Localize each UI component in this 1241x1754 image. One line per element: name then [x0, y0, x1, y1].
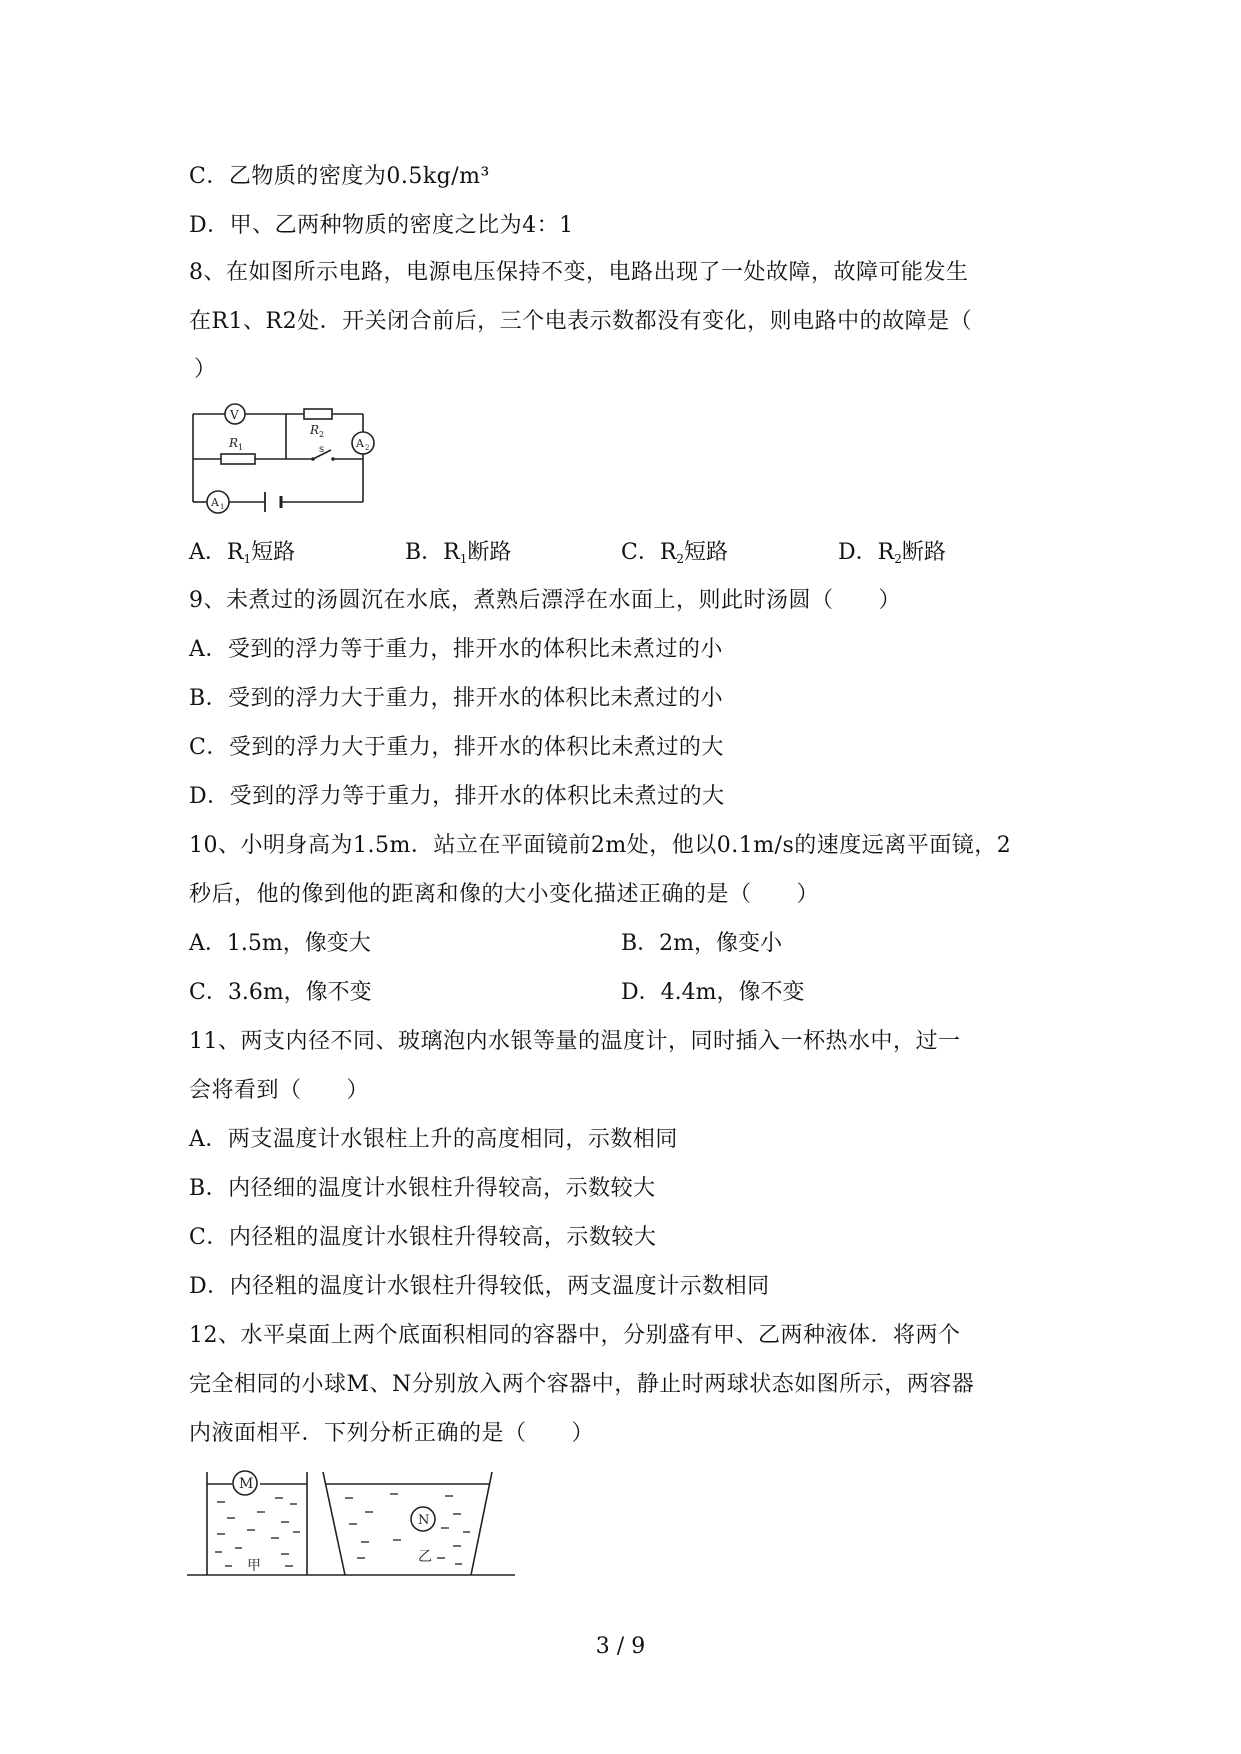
- r1-sub: 1: [238, 443, 244, 452]
- a1-label: A: [211, 496, 219, 509]
- q8-option-d: D．$R_2$断路: [838, 540, 946, 566]
- q9-option-a: A．受到的浮力等于重力，排开水的体积比未煮过的小: [189, 637, 723, 662]
- q11-option-a: A．两支温度计水银柱上升的高度相同，示数相同: [189, 1127, 678, 1152]
- q11-option-b: B．内径细的温度计水银柱升得较高，示数较大: [189, 1176, 656, 1201]
- q8-option-c: C．$R_2$短路: [621, 540, 729, 566]
- switch-label: s: [319, 444, 325, 455]
- q12-stem-line3: 内液面相平．下列分析正确的是（ ）: [189, 1421, 595, 1446]
- ball-m-label: M: [239, 1476, 254, 1492]
- q8-circuit-diagram: [185, 400, 385, 520]
- ball-n-label: N: [418, 1513, 430, 1528]
- q8-option-b: B．$R_1$断路: [405, 540, 512, 566]
- r2-label: R: [310, 423, 320, 437]
- q11-option-c: C．内径粗的温度计水银柱升得较高，示数较大: [189, 1225, 657, 1250]
- page-number: 3 / 9: [595, 1634, 646, 1659]
- a2-label: A: [356, 437, 364, 450]
- q11-option-d: D．内径粗的温度计水银柱升得较低，两支温度计示数相同: [189, 1274, 770, 1299]
- q8-stem-line3: ）: [194, 357, 217, 382]
- q10-option-a: A．1.5m，像变大: [189, 931, 371, 956]
- liquid-b-label: 乙: [418, 1549, 432, 1565]
- q11-stem-line1: 11、两支内径不同、玻璃泡内水银等量的温度计，同时插入一杯热水中，过一: [189, 1029, 961, 1054]
- q9-option-c: C．受到的浮力大于重力，排开水的体积比未煮过的大: [189, 735, 724, 760]
- voltmeter-label: V: [230, 408, 239, 422]
- liquid-a-label: 甲: [247, 1558, 261, 1574]
- q7-option-d: D．甲、乙两种物质的密度之比为4：1: [189, 213, 574, 238]
- q12-stem-line2: 完全相同的小球M、N分别放入两个容器中，静止时两球状态如图所示，两容器: [189, 1372, 975, 1397]
- q8-stem-line1: 8、在如图所示电路，电源电压保持不变，电路出现了一处故障，故障可能发生: [189, 260, 969, 285]
- q9-option-b: B．受到的浮力大于重力，排开水的体积比未煮过的小: [189, 686, 724, 711]
- q10-option-c: C．3.6m，像不变: [189, 980, 372, 1005]
- q10-stem-line1: 10、小明身高为1.5m．站立在平面镜前2m处，他以0.1m/s的速度远离平面镜，2: [189, 833, 1012, 858]
- r1-label: R: [229, 436, 239, 450]
- q10-stem-line2: 秒后，他的像到他的距离和像的大小变化描述正确的是（ ）: [189, 882, 820, 907]
- a2-sub: 2: [365, 444, 370, 452]
- q12-containers-diagram: [185, 1462, 520, 1582]
- r2-sub: 2: [319, 430, 325, 439]
- q9-stem: 9、未煮过的汤圆沉在水底，煮熟后漂浮在水面上，则此时汤圆（ ）: [189, 588, 901, 613]
- q8-option-a: A．$R_1$短路: [189, 540, 296, 566]
- q9-option-d: D．受到的浮力等于重力，排开水的体积比未煮过的大: [189, 784, 725, 809]
- a1-sub: 1: [220, 503, 225, 511]
- q7-option-c: C．乙物质的密度为0.5kg/m³: [189, 164, 490, 189]
- q8-stem-line2: 在R1、R2处．开关闭合前后，三个电表示数都没有变化，则电路中的故障是（: [189, 309, 973, 334]
- q11-stem-line2: 会将看到（ ）: [189, 1078, 370, 1103]
- q10-option-d: D．4.4m，像不变: [621, 980, 805, 1005]
- q10-option-b: B．2m，像变小: [621, 931, 783, 956]
- q12-stem-line1: 12、水平桌面上两个底面积相同的容器中，分别盛有甲、乙两种液体．将两个: [189, 1323, 961, 1348]
